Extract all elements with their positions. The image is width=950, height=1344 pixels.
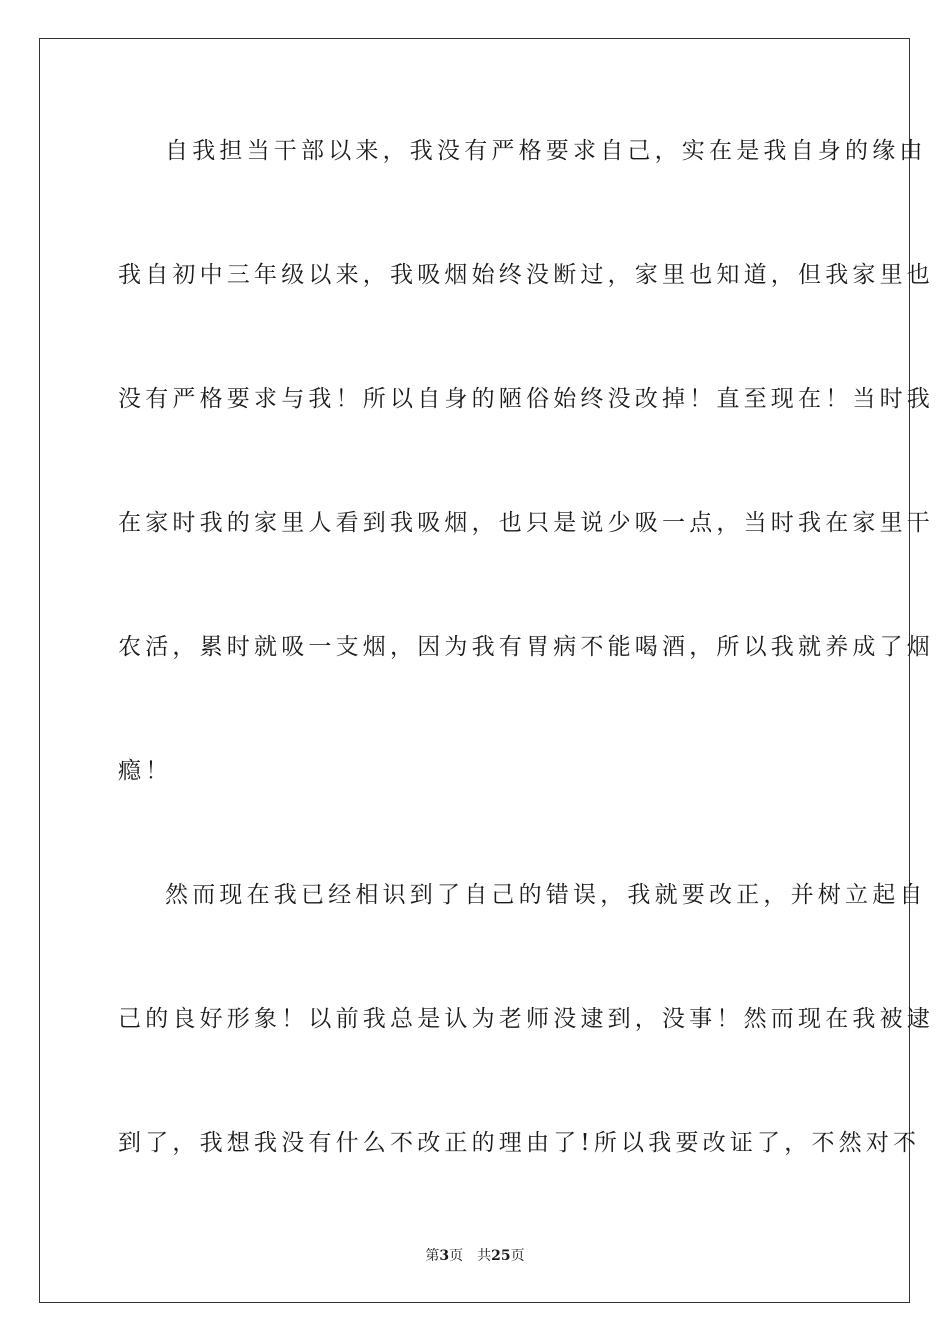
page-footer bbox=[0, 1246, 950, 1266]
paragraph-line-1: 自我担当干部以来，我没有严格要求自己，实在是我自身的缘由 bbox=[165, 138, 927, 164]
total-prefix: 共 bbox=[477, 1248, 492, 1264]
total-pages: 25 bbox=[491, 1248, 511, 1264]
paragraph-line-8: 己的良好形象！以前我总是认为老师没逮到，没事！然而现在我被逮 bbox=[118, 1006, 934, 1032]
page-suffix: 页 bbox=[449, 1248, 464, 1264]
page-number: 3 bbox=[439, 1248, 450, 1264]
paragraph-line-7: 然而现在我已经相识到了自己的错误，我就要改正，并树立起自 bbox=[165, 882, 927, 908]
paragraph-line-4: 在家时我的家里人看到我吸烟，也只是说少吸一点，当时我在家里干 bbox=[118, 510, 934, 536]
paragraph-line-6: 瘾！ bbox=[118, 758, 173, 784]
total-suffix: 页 bbox=[510, 1248, 525, 1264]
paragraph-line-5: 农活，累时就吸一支烟，因为我有胃病不能喝酒，所以我就养成了烟 bbox=[118, 634, 934, 660]
paragraph-line-9: 到了，我想我没有什么不改正的理由了!所以我要改证了，不然对不 bbox=[118, 1130, 921, 1156]
paragraph-line-2: 我自初中三年级以来，我吸烟始终没断过，家里也知道，但我家里也 bbox=[118, 262, 934, 288]
page-prefix: 第 bbox=[425, 1248, 440, 1264]
paragraph-line-3: 没有严格要求与我！所以自身的陋俗始终没改掉！直至现在！当时我 bbox=[118, 386, 934, 412]
page-frame bbox=[39, 38, 934, 1303]
